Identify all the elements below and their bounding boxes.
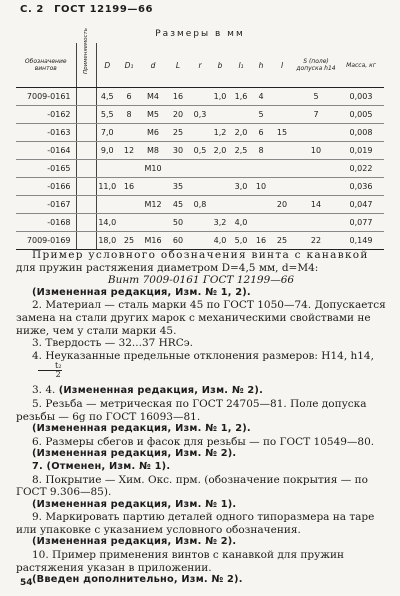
col-header-l1: l₁	[230, 43, 252, 88]
cell-D1: 6	[118, 88, 140, 106]
cell-desig: 7009-0169	[16, 232, 76, 250]
fraction-top: t₂	[38, 362, 62, 371]
cell-D1: 25	[118, 232, 140, 250]
edit-note: (Введен дополнительно, Изм. № 2).	[32, 574, 243, 586]
cell-b: 1,0	[210, 88, 230, 106]
cell-mass: 0,077	[338, 214, 384, 232]
cell-mass: 0,005	[338, 106, 384, 124]
cell-mass: 0,008	[338, 124, 384, 142]
col-header-D: D	[96, 43, 118, 88]
cell-h	[252, 160, 270, 178]
cell-r	[190, 232, 210, 250]
cell-D: 5,5	[96, 106, 118, 124]
paragraph-4: 4. Неуказанные предельные отклонения размеров: H14, h14,	[32, 349, 374, 362]
col-header-designation: Обозначение винтов	[16, 43, 76, 88]
example-line-2: для пружин растяжения диаметром D=4,5 мм, d=M4:	[16, 261, 319, 274]
col-header-mass: Масса, кг	[338, 43, 384, 88]
cell-usage	[76, 142, 96, 160]
standard-title: ГОСТ 12199—66	[54, 4, 154, 15]
cell-desig: -0166	[16, 178, 76, 196]
cell-D: 4,5	[96, 88, 118, 106]
cell-D1	[118, 214, 140, 232]
example-designation: Винт 7009-0161 ГОСТ 12199—66	[107, 274, 295, 287]
cell-desig: 7009-0161	[16, 88, 76, 106]
paragraph-6: 6. Размеры сбегов и фасок для резьбы — по ГОСТ 10549—80.	[32, 435, 375, 448]
cell-l	[270, 214, 294, 232]
cell-S	[294, 214, 338, 232]
cell-d: M12	[140, 196, 166, 214]
cell-h: 16	[252, 232, 270, 250]
cell-l1	[230, 196, 252, 214]
cell-S: 22	[294, 232, 338, 250]
cell-l	[270, 160, 294, 178]
cell-l	[270, 142, 294, 160]
table-header-row	[16, 43, 384, 88]
table-row	[16, 214, 384, 232]
table-row	[16, 88, 384, 106]
edit-note: (Измененная редакция, Изм. № 1).	[32, 498, 237, 510]
cell-h	[252, 196, 270, 214]
cell-L: 20	[166, 106, 190, 124]
cell-r	[190, 214, 210, 232]
cell-l	[270, 178, 294, 196]
cell-L: 35	[166, 178, 190, 196]
cell-S: 7	[294, 106, 338, 124]
cell-d	[140, 178, 166, 196]
cell-r	[190, 178, 210, 196]
cell-l: 20	[270, 196, 294, 214]
cell-l1	[230, 106, 252, 124]
col-header-h: h	[252, 43, 270, 88]
cell-mass: 0,003	[338, 88, 384, 106]
cell-D1	[118, 124, 140, 142]
cell-r	[190, 124, 210, 142]
fraction-bottom: 2	[55, 370, 61, 380]
paragraph-3-4	[16, 384, 386, 398]
cell-desig: -0162	[16, 106, 76, 124]
paragraph-7: 7. (Отменен, Изм. № 1).	[32, 460, 171, 472]
cell-l	[270, 106, 294, 124]
cell-usage	[76, 214, 96, 232]
cell-S	[294, 178, 338, 196]
cell-r	[190, 88, 210, 106]
cell-usage	[76, 106, 96, 124]
cell-L: 25	[166, 124, 190, 142]
col-header-r: r	[190, 43, 210, 88]
col-header-l: l	[270, 43, 294, 88]
col-header-d: d	[140, 43, 166, 88]
cell-l1: 2,5	[230, 142, 252, 160]
cell-l1: 3,0	[230, 178, 252, 196]
cell-desig: -0167	[16, 196, 76, 214]
cell-l1: 2,0	[230, 124, 252, 142]
cell-desig: -0165	[16, 160, 76, 178]
paragraph-5: 5. Резьба — метрическая по ГОСТ 24705—81. Поле допуска резьбы — 6g по ГОСТ 16093—81.	[16, 397, 367, 423]
cell-S: 10	[294, 142, 338, 160]
body-text	[16, 249, 386, 587]
cell-L: 45	[166, 196, 190, 214]
cell-mass: 0,022	[338, 160, 384, 178]
cell-b: 2,0	[210, 142, 230, 160]
paragraph-9: 9. Маркировать партию деталей одного типоразмера на таре или упаковке с указанием условного обозначения.	[16, 511, 375, 536]
cell-D1: 8	[118, 106, 140, 124]
cell-r: 0,8	[190, 196, 210, 214]
cell-l: 25	[270, 232, 294, 250]
table-row	[16, 142, 384, 160]
col-header-b: b	[210, 43, 230, 88]
table-caption: Размеры в мм	[155, 29, 245, 39]
cell-S	[294, 124, 338, 142]
cell-b	[210, 106, 230, 124]
cell-S: 5	[294, 88, 338, 106]
edit-note: (Измененная редакция, Изм. № 1, 2).	[32, 286, 251, 298]
paragraph-10: 10. Пример применения винтов с канавкой для пружин растяжения указан в приложении.	[16, 549, 344, 574]
table-row	[16, 196, 384, 214]
cell-l: 15	[270, 124, 294, 142]
fraction	[38, 362, 62, 379]
col-header-D1: D₁	[118, 43, 140, 88]
cell-mass: 0,019	[338, 142, 384, 160]
cell-D	[96, 160, 118, 178]
cell-usage	[76, 178, 96, 196]
cell-usage	[76, 196, 96, 214]
cell-h	[252, 214, 270, 232]
cell-mass: 0,047	[338, 196, 384, 214]
cell-l	[270, 88, 294, 106]
cell-d: M6	[140, 124, 166, 142]
cell-b: 4,0	[210, 232, 230, 250]
cell-desig: -0163	[16, 124, 76, 142]
cell-usage	[76, 160, 96, 178]
cell-usage	[76, 232, 96, 250]
cell-l1: 1,6	[230, 88, 252, 106]
cell-r	[190, 160, 210, 178]
cell-b	[210, 160, 230, 178]
cell-L: 16	[166, 88, 190, 106]
edit-note: (Измененная редакция, Изм. № 2).	[58, 385, 264, 397]
cell-d: M5	[140, 106, 166, 124]
cell-h: 5	[252, 106, 270, 124]
cell-d: M8	[140, 142, 166, 160]
edit-note: (Измененная редакция, Изм. № 2).	[32, 448, 237, 460]
cell-S: 14	[294, 196, 338, 214]
cell-D1: 12	[118, 142, 140, 160]
cell-D: 14,0	[96, 214, 118, 232]
table-row	[16, 178, 384, 196]
cell-mass: 0,036	[338, 178, 384, 196]
cell-L: 60	[166, 232, 190, 250]
cell-l1: 4,0	[230, 214, 252, 232]
cell-desig: -0164	[16, 142, 76, 160]
edit-note: (Измененная редакция, Изм. № 1, 2).	[32, 423, 251, 435]
cell-d	[140, 214, 166, 232]
page-prefix: С. 2	[20, 4, 44, 15]
cell-D1: 16	[118, 178, 140, 196]
edit-note: (Измененная редакция, Изм. № 2).	[32, 536, 237, 548]
cell-L: 50	[166, 214, 190, 232]
table-row	[16, 160, 384, 178]
cell-l1: 5,0	[230, 232, 252, 250]
col-header-usage	[76, 27, 96, 88]
cell-h: 10	[252, 178, 270, 196]
cell-mass: 0,149	[338, 232, 384, 250]
tolerance-fraction	[16, 362, 386, 384]
example-line-1: Пример условного обозначения винта с канавкой	[32, 249, 369, 261]
cell-l1	[230, 160, 252, 178]
cell-d: M4	[140, 88, 166, 106]
col-header-L: L	[166, 43, 190, 88]
paragraph-3-4-num: 3. 4.	[32, 384, 56, 397]
cell-r: 0,5	[190, 142, 210, 160]
cell-D: 11,0	[96, 178, 118, 196]
page-header	[20, 4, 159, 15]
cell-L: 30	[166, 142, 190, 160]
paragraph-2: 2. Материал — сталь марки 45 по ГОСТ 1050—74. Допускается замена на стали других марок с механическими свойствами не ниже, чем у стали марки 45.	[16, 299, 386, 337]
cell-S	[294, 160, 338, 178]
cell-h: 6	[252, 124, 270, 142]
cell-h: 4	[252, 88, 270, 106]
cell-b	[210, 196, 230, 214]
cell-D1	[118, 160, 140, 178]
cell-usage	[76, 88, 96, 106]
page-number: 54	[20, 578, 33, 588]
col-header-S: S (поле) допуска h14	[294, 43, 338, 88]
paragraph-3: 3. Твердость — 32...37 HRCэ.	[32, 337, 193, 350]
cell-r: 0,3	[190, 106, 210, 124]
cell-D1	[118, 196, 140, 214]
cell-D: 18,0	[96, 232, 118, 250]
cell-d: M10	[140, 160, 166, 178]
cell-D	[96, 196, 118, 214]
col-header-usage-text: Применяемость	[82, 27, 89, 74]
table-row	[16, 124, 384, 142]
cell-usage	[76, 124, 96, 142]
cell-b: 3,2	[210, 214, 230, 232]
cell-b: 1,2	[210, 124, 230, 142]
paragraph-8: 8. Покрытие — Хим. Окс. прм. (обозначение покрытия — по ГОСТ 9.306—85).	[16, 473, 368, 499]
cell-b	[210, 178, 230, 196]
cell-h: 8	[252, 142, 270, 160]
cell-D: 7,0	[96, 124, 118, 142]
cell-desig: -0168	[16, 214, 76, 232]
cell-L	[166, 160, 190, 178]
cell-D: 9,0	[96, 142, 118, 160]
table-row	[16, 232, 384, 250]
table-row	[16, 106, 384, 124]
cell-d: M16	[140, 232, 166, 250]
